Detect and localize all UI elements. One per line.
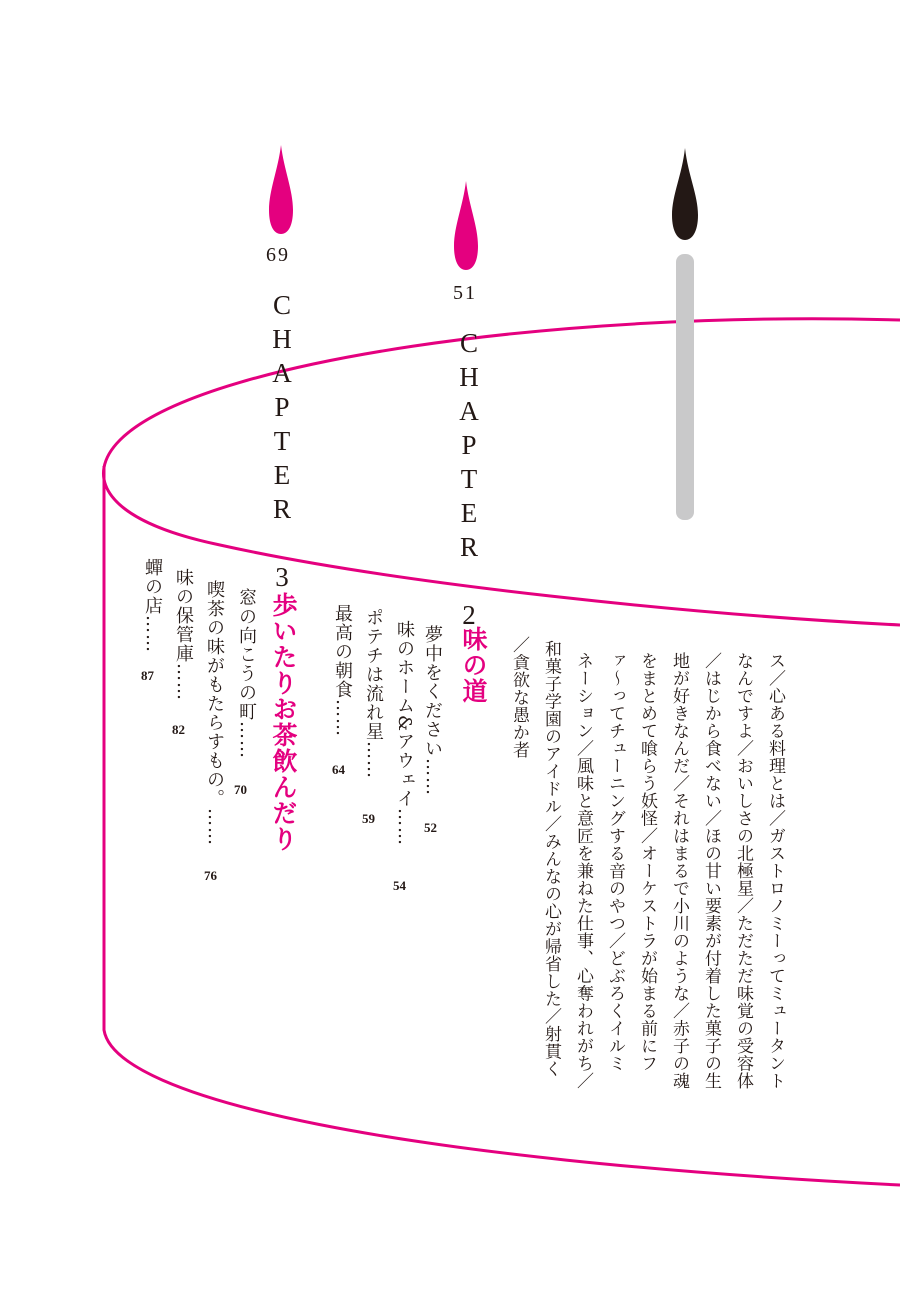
toc-page-number: 76 <box>204 868 217 883</box>
chapter1-list-line: 和菓子学園のアイドル／みんなの心が帰省した／射貫く <box>541 640 561 1078</box>
chapter1-list-line: ス／心ある料理とは／ガストロノミーってミュータント <box>765 652 785 1090</box>
toc-item[interactable]: 夢中をください…… <box>422 625 443 796</box>
chapter3-label: CHAPTER 3 <box>267 290 297 596</box>
chapter1-list-line: ネーション／風味と意匠を兼ねた仕事、心奪われがち／ <box>573 652 593 1090</box>
chapter1-list-line: 地が好きなんだ／それはまるで小川のような／赤子の魂 <box>669 652 689 1090</box>
toc-item[interactable]: 味のホーム&アウェイ…… <box>394 620 415 847</box>
toc-item[interactable]: 味の保管庫…… <box>173 568 194 701</box>
toc-item[interactable]: ポテチは流れ星…… <box>363 608 384 779</box>
chapter1-list-line: ァ〜ってチューニングする音のやつ／どぶろくイルミ <box>605 652 625 1072</box>
chapter2-label: CHAPTER 2 <box>454 328 484 634</box>
candle-body <box>676 254 694 520</box>
toc-item[interactable]: 窓の向こうの町…… <box>236 588 257 759</box>
black-flame-icon <box>672 148 698 240</box>
toc-page-number: 52 <box>424 820 437 835</box>
chapter2-title[interactable]: 味の道 <box>459 626 488 704</box>
chapter3-number: 69 <box>266 244 290 266</box>
toc-page-number: 54 <box>393 878 406 893</box>
toc-item[interactable]: 最高の朝食…… <box>332 604 353 737</box>
pink-flame-icon-2 <box>454 181 478 270</box>
toc-page-number: 59 <box>362 811 375 826</box>
pink-flame-icon-1 <box>269 145 293 234</box>
chapter1-list-line: ／貪欲な愚か者 <box>509 636 529 759</box>
toc-page-number: 87 <box>141 668 154 683</box>
chapter1-list-line: なんですよ／おいしさの北極星／ただただ味覚の受容体 <box>733 652 753 1090</box>
chapter1-list-line: をまとめて喰らう妖怪／オーケストラが始まる前にフ <box>637 652 657 1072</box>
toc-item[interactable]: 喫茶の味がもたらすもの。…… <box>204 580 225 846</box>
chapter3-title[interactable]: 歩いたりお茶飲んだり <box>269 592 298 852</box>
chapter1-list-line: ／はじから食べない／ほの甘い要素が付着した菓子の生 <box>701 652 721 1090</box>
toc-page-number: 64 <box>332 762 345 777</box>
toc-page-number: 70 <box>234 782 247 797</box>
toc-item[interactable]: 蟬の店…… <box>142 558 163 653</box>
toc-page-number: 82 <box>172 722 185 737</box>
chapter2-number: 51 <box>453 282 477 304</box>
